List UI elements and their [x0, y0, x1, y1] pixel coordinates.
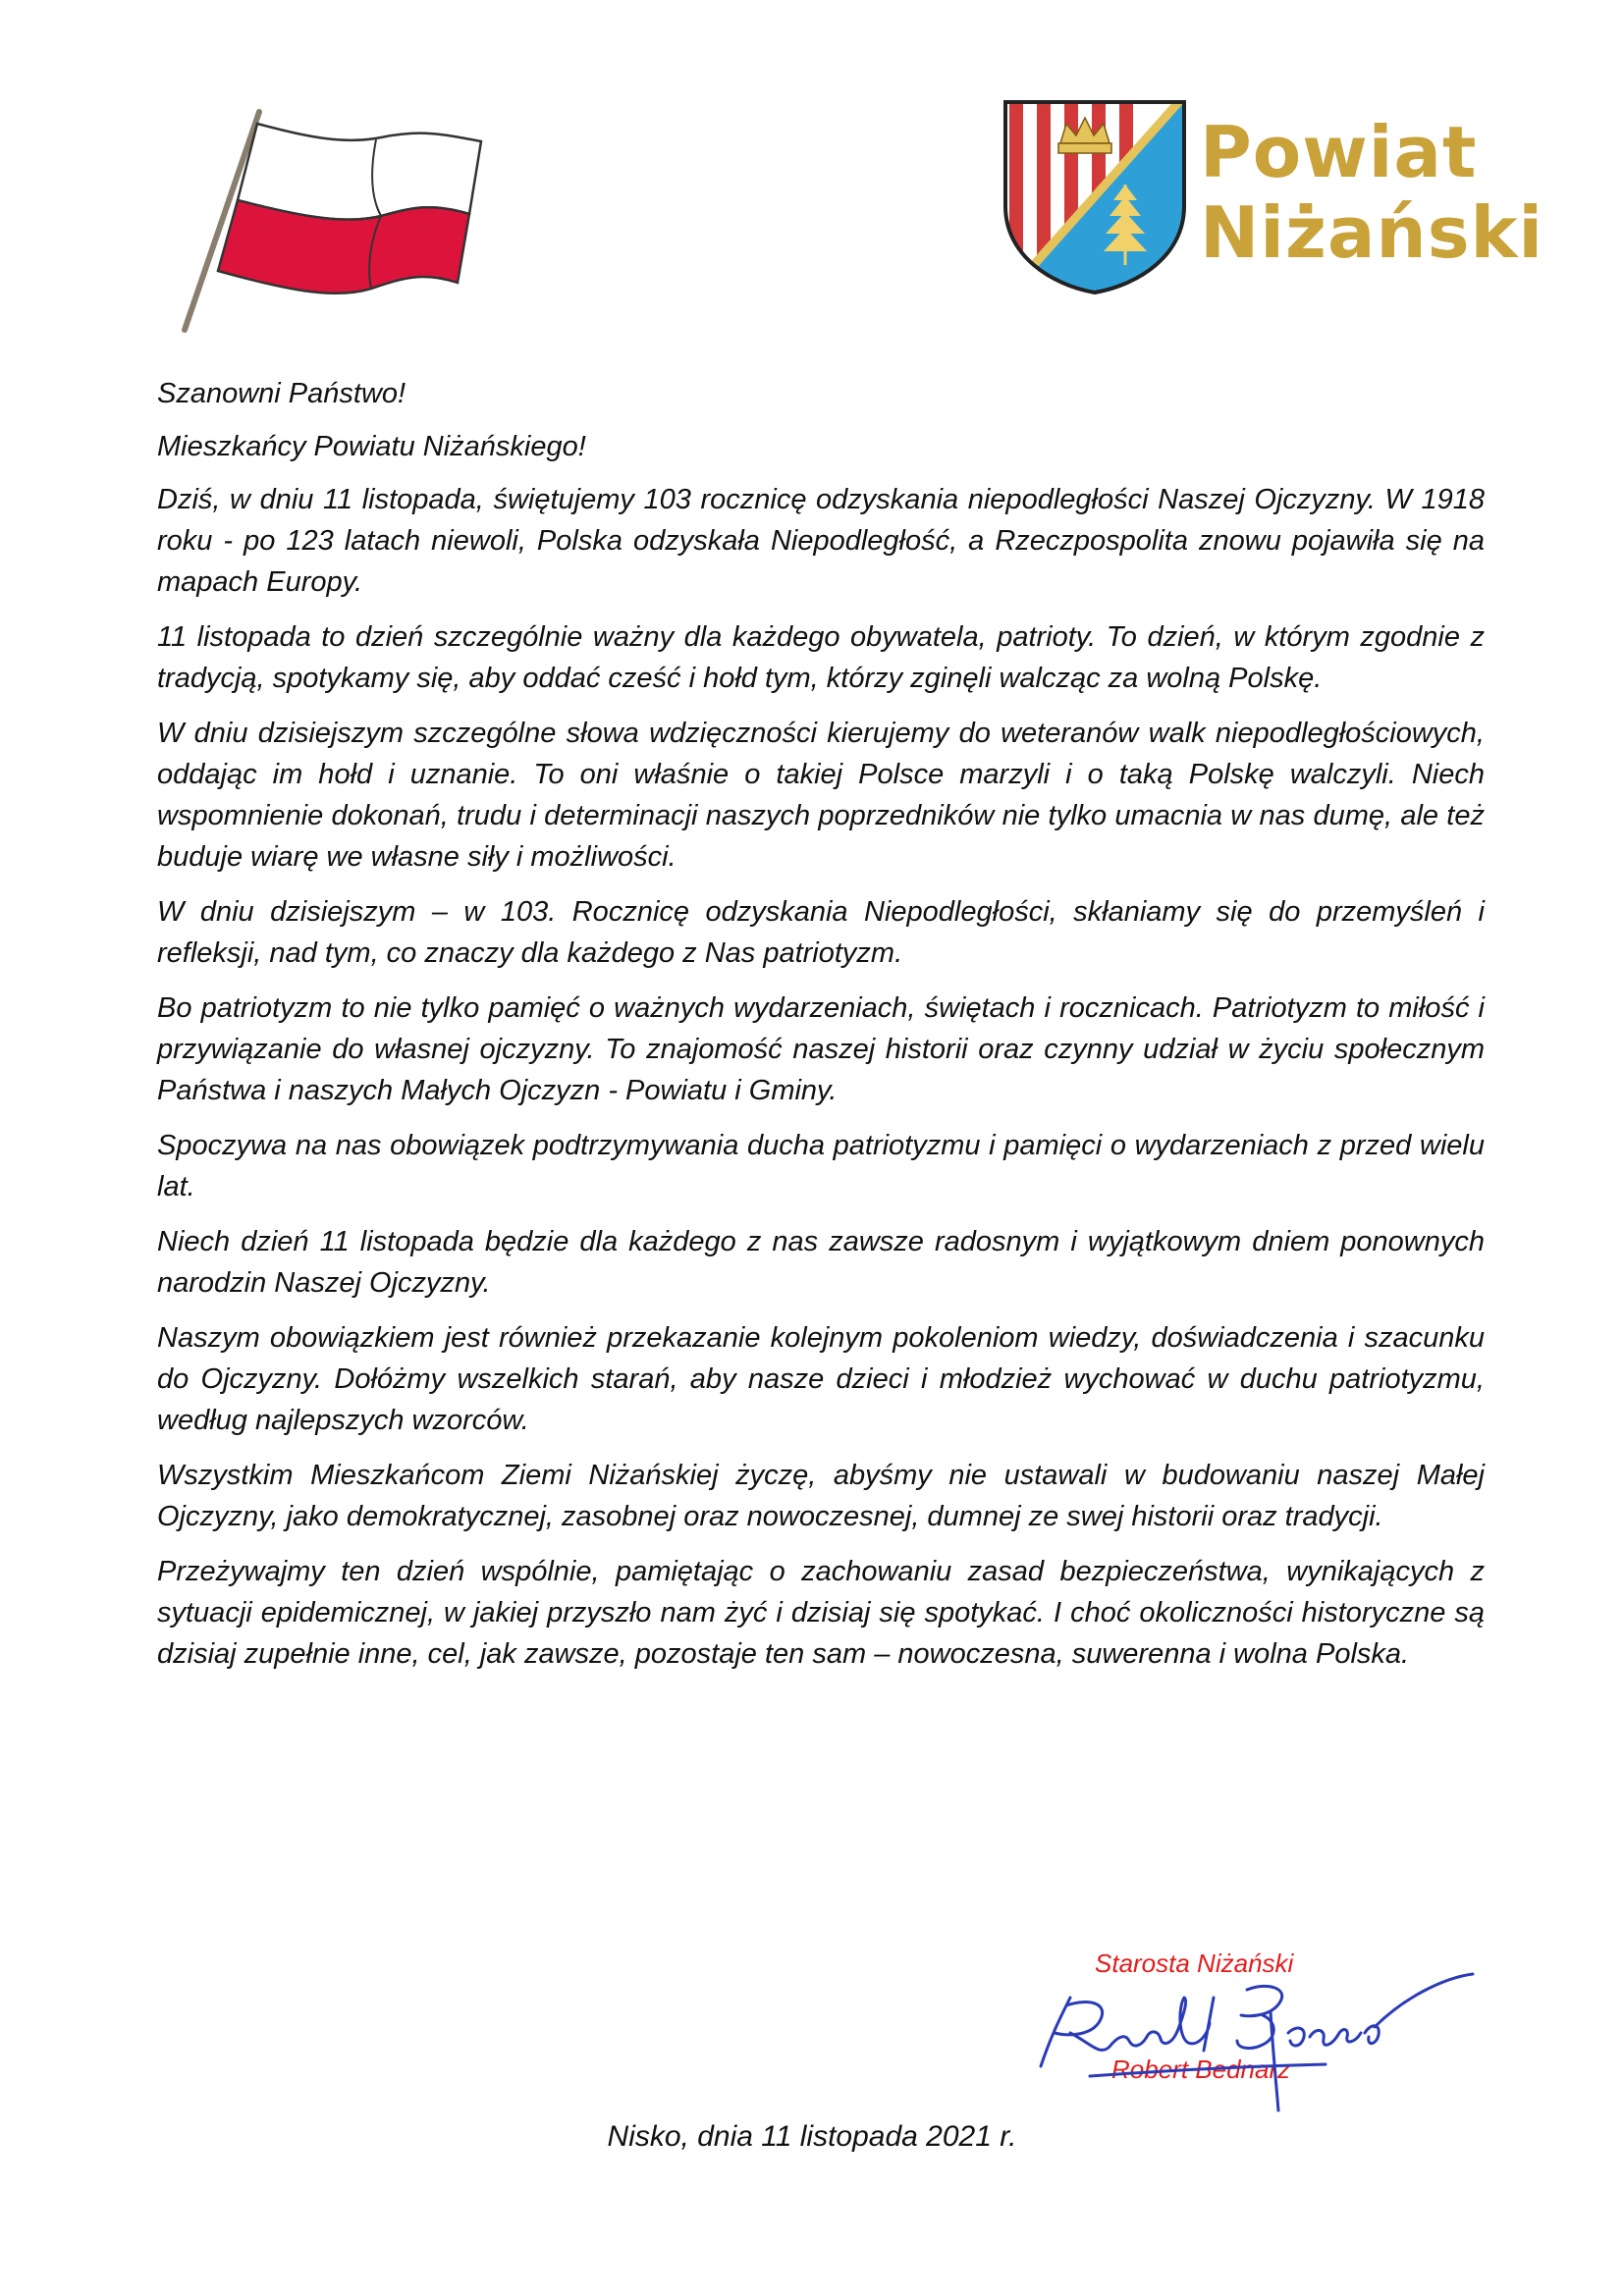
paragraph: Naszym obowiązkiem jest również przekazanie kolejnym pokoleniom wiedzy, doświadczenia i szacunku do Ojczyzny. Dołóżmy wszelkich starań, aby nasze dzieci i młodzież wychować w duchu patriotyzmu, według najlepszych wzorców. — [157, 1322, 1485, 1436]
paragraph: Dziś, w dniu 11 listopada, świętujemy 103 rocznicę odzyskania niepodległości Naszej Ojczyzny. W 1918 roku - po 123 latach niewoli, Polska odzyskała Niepodległość, a Rzeczpospolita znowu pojawiła się na mapach Europy. — [157, 484, 1485, 598]
signatory-name: Robert Bednarz — [1111, 2055, 1291, 2084]
paragraph: Przeżywajmy ten dzień wspólnie, pamiętając o zachowaniu zasad bezpieczeństwa, wynikających z sytuacji epidemicznej, w jakiej przyszło nam żyć i dzisiaj się spotykać. I choć okoliczności historyczne są dzisiaj zupełnie inne, cel, jak zawsze, pozostaje ten sam – nowoczesna, suwerenna i wolna Polska. — [157, 1556, 1485, 1670]
greeting-line-1: Szanowni Państwo! — [157, 378, 406, 409]
paragraph: W dniu dzisiejszym szczególne słowa wdzięczności kierujemy do weteranów walk niepodległościowych, oddając im hołd i uznanie. To oni właśnie o takiej Polsce marzyli i o taką Polskę walczyli. Niech wspomnienie dokonań, trudu i determinacji naszych poprzedników nie tylko umacnia w nas dumę, ale też buduje wiarę we własne siły i możliwości. — [157, 718, 1485, 873]
brand-line-2: Niżański — [1200, 191, 1544, 274]
letter-body — [157, 373, 1485, 1688]
paragraph: Wszystkim Mieszkańcom Ziemi Niżańskiej życzę, abyśmy nie ustawali w budowaniu naszej Małej Ojczyzny, jako demokratycznej, zasobnej oraz nowoczesnej, dumnej ze swej historii oraz tradycji. — [157, 1460, 1485, 1532]
paragraph: Niech dzień 11 listopada będzie dla każdego z nas zawsze radosnym i wyjątkowym dniem ponownych narodzin Naszej Ojczyzny. — [157, 1226, 1485, 1299]
signatory-title: Starosta Niżański — [1095, 1949, 1294, 1978]
polish-flag-icon — [175, 106, 509, 342]
paragraph: 11 listopada to dzień szczególnie ważny dla każdego obywatela, patrioty. To dzień, w którym zgodnie z tradycją, spotykamy się, aby oddać cześć i hołd tym, którzy zginęli walcząc za wolną Polskę. — [157, 621, 1485, 694]
brand-line-1: Powiat — [1200, 111, 1478, 193]
coat-of-arms-icon — [1001, 98, 1188, 294]
paragraph: Spoczywa na nas obowiązek podtrzymywania ducha patriotyzmu i pamięci o wydarzeniach z przed wielu lat. — [157, 1130, 1485, 1202]
greeting-line-2: Mieszkańcy Powiatu Niżańskiego! — [157, 431, 586, 462]
paragraph: W dniu dzisiejszym – w 103. Rocznicę odzyskania Niepodległości, skłaniamy się do przemyśleń i refleksji, nad tym, co znaczy dla każdego z Nas patriotyzm. — [157, 896, 1485, 969]
paragraph: Bo patriotyzm to nie tylko pamięć o ważnych wydarzeniach, świętach i rocznicach. Patriotyzm to miłość i przywiązanie do własnej ojczyzny. To znajomość naszej historii oraz czynny udział w życiu społecznym Państwa i naszych Małych Ojczyzn - Powiatu i Gminy. — [157, 992, 1485, 1106]
place-and-date: Nisko, dnia 11 listopada 2021 r. — [607, 2120, 1017, 2153]
brand-logo-text — [1200, 111, 1544, 274]
